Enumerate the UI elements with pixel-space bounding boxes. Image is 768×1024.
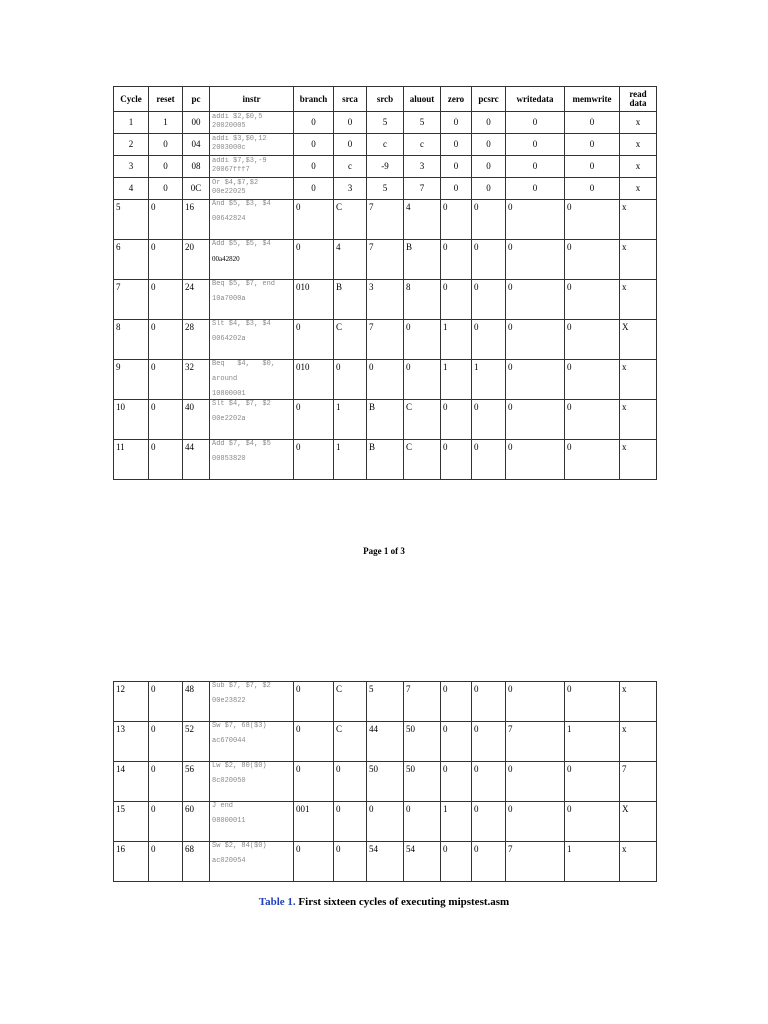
page-label: Page 1 of 3 [363,546,405,556]
cell-writedata: 0 [506,134,565,156]
cell-writedata: 0 [506,178,565,200]
cell-cycle: 9 [114,360,149,400]
cell-memwrite: 0 [565,802,620,842]
cell-branch: 0 [294,112,334,134]
cell-memwrite: 0 [565,682,620,722]
cell-srca: 4 [334,240,367,280]
cell-branch: 0 [294,722,334,762]
cell-zero: 1 [441,320,472,360]
cell-srcb: B [367,400,404,440]
cell-pc: 16 [183,200,210,240]
caption-tag: Table 1. [258,896,296,908]
cell-writedata: 0 [506,320,565,360]
instr-assembly: Or $4,$7,$2 [212,179,259,187]
header-branch: branch [294,87,334,112]
cell-srca: C [334,320,367,360]
cell-srca: 0 [334,360,367,400]
cell-aluout: 0 [404,802,441,842]
table-row [114,240,657,280]
header-reset: reset [149,87,183,112]
cell-instr [210,842,294,882]
header-pcsrc: pcsrc [472,87,506,112]
cell-srcb: 7 [367,200,404,240]
cell-srcb: 0 [367,360,404,400]
cell-reset: 0 [149,200,183,240]
table-row [114,762,657,802]
cell-writedata: 0 [506,156,565,178]
cell-readdata: x [620,178,657,200]
cell-reset: 0 [149,280,183,320]
cell-instr [210,320,294,360]
cell-branch: 010 [294,280,334,320]
cell-zero: 0 [441,112,472,134]
instr-machine-code: 20020005 [212,122,246,130]
cell-cycle: 2 [114,134,149,156]
cell-aluout: 50 [404,722,441,762]
cell-memwrite: 1 [565,842,620,882]
cell-cycle: 16 [114,842,149,882]
cell-reset: 0 [149,802,183,842]
cell-readdata: x [620,842,657,882]
instr-assembly: Lw $2, 80($0) [212,762,267,770]
cell-branch: 010 [294,360,334,400]
cell-aluout: 0 [404,320,441,360]
cell-srcb: B [367,440,404,480]
header-row [114,87,657,112]
header-srca: srca [334,87,367,112]
cell-zero: 1 [441,802,472,842]
cycle-table-part-1 [113,86,657,480]
cell-memwrite: 0 [565,320,620,360]
cell-reset: 0 [149,320,183,360]
cell-reset: 0 [149,156,183,178]
cell-cycle: 6 [114,240,149,280]
cell-instr [210,802,294,842]
cell-zero: 0 [441,134,472,156]
instr-machine-code: ac020054 [212,857,246,865]
cell-instr [210,400,294,440]
instr-assembly: addi $7,$3,-9 [212,157,267,165]
cell-zero: 0 [441,280,472,320]
cell-srcb: 7 [367,240,404,280]
cell-srca: 0 [334,842,367,882]
cell-pc: 28 [183,320,210,360]
cell-pc: 08 [183,156,210,178]
cell-pc: 48 [183,682,210,722]
cell-srcb: c [367,134,404,156]
cell-writedata: 0 [506,440,565,480]
cell-zero: 0 [441,842,472,882]
cell-memwrite: 0 [565,156,620,178]
header-zero: zero [441,87,472,112]
instr-machine-code: ac670044 [212,737,246,745]
instr-machine-code: 10800001 [212,390,246,398]
cell-pc: 44 [183,440,210,480]
cell-pcsrc: 0 [472,156,506,178]
instr-machine-code: 00e22025 [212,188,246,196]
instr-machine-code: 00e23822 [212,697,246,705]
cell-memwrite: 0 [565,134,620,156]
cell-zero: 0 [441,440,472,480]
cell-branch: 001 [294,802,334,842]
cell-writedata: 0 [506,360,565,400]
cell-writedata: 0 [506,762,565,802]
cell-srcb: 5 [367,112,404,134]
table-row [114,178,657,200]
cell-branch: 0 [294,682,334,722]
cell-cycle: 13 [114,722,149,762]
cell-readdata: x [620,440,657,480]
cell-cycle: 15 [114,802,149,842]
instr-assembly: Add $5, $5, $4 [212,240,271,248]
cell-reset: 0 [149,240,183,280]
table-row [114,320,657,360]
cell-zero: 0 [441,762,472,802]
table-row [114,156,657,178]
header-read-data: read data [620,87,657,112]
cell-pc: 00 [183,112,210,134]
cell-pcsrc: 0 [472,178,506,200]
cell-instr [210,440,294,480]
cell-instr [210,240,294,280]
cell-writedata: 0 [506,802,565,842]
table-row [114,802,657,842]
cell-aluout: 0 [404,360,441,400]
cell-reset: 0 [149,682,183,722]
cell-cycle: 7 [114,280,149,320]
cell-srca: 1 [334,400,367,440]
instr-assembly: addi $3,$0,12 [212,135,267,143]
cell-aluout: 50 [404,762,441,802]
cell-pcsrc: 0 [472,722,506,762]
cell-pcsrc: 0 [472,200,506,240]
cell-zero: 0 [441,400,472,440]
cell-pc: 24 [183,280,210,320]
cell-memwrite: 0 [565,280,620,320]
header-cycle: Cycle [114,87,149,112]
cell-instr [210,178,294,200]
cell-writedata: 0 [506,682,565,722]
instr-machine-code: 2003000c [212,144,246,152]
table-row [114,200,657,240]
instr-assembly: Slt $4, $3, $4 [212,320,271,328]
cell-instr [210,682,294,722]
cell-zero: 0 [441,156,472,178]
cell-instr [210,762,294,802]
cell-aluout: 4 [404,200,441,240]
cell-pcsrc: 0 [472,134,506,156]
instr-assembly: addi $2,$0,5 [212,113,263,121]
instr-assembly: J end [212,802,234,810]
cell-readdata: x [620,360,657,400]
instr-assembly: Sw $7, 68($3) [212,722,267,730]
cell-srcb: 5 [367,178,404,200]
cell-aluout: 3 [404,156,441,178]
header-instr: instr [210,87,294,112]
instr-assembly: Slt $4, $7, $2 [212,400,271,408]
cell-cycle: 14 [114,762,149,802]
cell-aluout: 7 [404,178,441,200]
cell-readdata: x [620,134,657,156]
cell-srcb: 5 [367,682,404,722]
cell-memwrite: 0 [565,200,620,240]
cell-srca: c [334,156,367,178]
table-row [114,280,657,320]
cell-branch: 0 [294,156,334,178]
cell-reset: 0 [149,134,183,156]
header-aluout: aluout [404,87,441,112]
cell-srca: 1 [334,440,367,480]
cell-memwrite: 0 [565,112,620,134]
cell-aluout: C [404,440,441,480]
cell-branch: 0 [294,178,334,200]
cell-pcsrc: 0 [472,400,506,440]
cell-writedata: 0 [506,200,565,240]
instr-machine-code: 08000011 [212,817,246,825]
cell-reset: 0 [149,178,183,200]
cell-memwrite: 0 [565,360,620,400]
cell-branch: 0 [294,320,334,360]
cell-zero: 0 [441,682,472,722]
instr-assembly: Sw $2, 84($0) [212,842,267,850]
cell-branch: 0 [294,762,334,802]
cell-pcsrc: 0 [472,440,506,480]
cell-writedata: 0 [506,112,565,134]
cell-readdata: X [620,320,657,360]
table-row [114,134,657,156]
cell-reset: 0 [149,762,183,802]
instr-machine-code: 0064202a [212,335,246,343]
cell-pc: 04 [183,134,210,156]
cell-reset: 1 [149,112,183,134]
cell-reset: 0 [149,722,183,762]
cell-zero: 0 [441,178,472,200]
table-caption [0,896,768,908]
cell-zero: 0 [441,200,472,240]
cell-pcsrc: 0 [472,280,506,320]
cell-pcsrc: 0 [472,240,506,280]
cell-writedata: 0 [506,280,565,320]
cell-branch: 0 [294,440,334,480]
header-pc: pc [183,87,210,112]
cell-pc: 56 [183,762,210,802]
cell-cycle: 10 [114,400,149,440]
cell-srcb: -9 [367,156,404,178]
cell-srca: C [334,722,367,762]
instr-machine-code: 20067fff7 [212,166,250,174]
cell-instr [210,360,294,400]
cell-srca: 0 [334,762,367,802]
cell-cycle: 1 [114,112,149,134]
cell-branch: 0 [294,842,334,882]
cell-readdata: x [620,682,657,722]
cell-aluout: 7 [404,682,441,722]
instr-machine-code: 00e2202a [212,415,246,423]
cell-instr [210,280,294,320]
cell-zero: 1 [441,360,472,400]
cell-instr [210,112,294,134]
cell-srca: 0 [334,112,367,134]
cell-aluout: B [404,240,441,280]
cell-writedata: 0 [506,400,565,440]
cell-cycle: 12 [114,682,149,722]
cell-branch: 0 [294,134,334,156]
table-row [114,360,657,400]
cell-writedata: 7 [506,722,565,762]
cell-aluout: 54 [404,842,441,882]
cell-srca: 3 [334,178,367,200]
cell-pc: 52 [183,722,210,762]
cell-cycle: 8 [114,320,149,360]
cell-srcb: 7 [367,320,404,360]
cycle-table-part-2 [113,681,657,882]
cell-memwrite: 0 [565,440,620,480]
cell-memwrite: 1 [565,722,620,762]
cell-reset: 0 [149,842,183,882]
cell-instr [210,134,294,156]
cell-aluout: C [404,400,441,440]
cell-writedata: 0 [506,240,565,280]
cell-reset: 0 [149,400,183,440]
instr-machine-code: 10a7000a [212,295,246,303]
cell-pc: 0C [183,178,210,200]
cell-reset: 0 [149,440,183,480]
instr-assembly: And $5, $3, $4 [212,200,271,208]
cell-memwrite: 0 [565,400,620,440]
cell-pcsrc: 0 [472,320,506,360]
table-row [114,440,657,480]
table-row [114,682,657,722]
table-row [114,112,657,134]
cell-readdata: X [620,802,657,842]
cell-srcb: 0 [367,802,404,842]
cell-pcsrc: 0 [472,762,506,802]
cell-srca: 0 [334,134,367,156]
cell-cycle: 11 [114,440,149,480]
cell-branch: 0 [294,200,334,240]
cell-pcsrc: 1 [472,360,506,400]
header-memwrite: memwrite [565,87,620,112]
header-srcb: srcb [367,87,404,112]
instr-machine-code: 00642824 [212,215,246,223]
cell-pcsrc: 0 [472,842,506,882]
cell-cycle: 5 [114,200,149,240]
cell-readdata: x [620,280,657,320]
cell-writedata: 7 [506,842,565,882]
cell-readdata: x [620,112,657,134]
instr-machine-code: 00a42820 [212,255,240,263]
cell-readdata: x [620,200,657,240]
cell-zero: 0 [441,722,472,762]
cell-branch: 0 [294,400,334,440]
cell-srca: C [334,200,367,240]
cell-memwrite: 0 [565,178,620,200]
table-row [114,722,657,762]
cell-pc: 32 [183,360,210,400]
instr-assembly-cont: around [212,375,238,383]
cell-pc: 68 [183,842,210,882]
cell-cycle: 4 [114,178,149,200]
cell-srcb: 44 [367,722,404,762]
cell-readdata: x [620,722,657,762]
instr-assembly: Sub $7, $7, $2 [212,682,271,690]
caption-text: First sixteen cycles of executing mipstest.asm [295,896,510,908]
cell-aluout: 8 [404,280,441,320]
cell-pcsrc: 0 [472,682,506,722]
instr-machine-code: 00853820 [212,455,246,463]
cell-srcb: 50 [367,762,404,802]
cell-aluout: 5 [404,112,441,134]
table-row [114,400,657,440]
cell-cycle: 3 [114,156,149,178]
instr-assembly: Beq $4, $0, [212,360,276,368]
cell-pc: 60 [183,802,210,842]
cell-srca: 0 [334,802,367,842]
cell-pc: 40 [183,400,210,440]
cell-instr [210,722,294,762]
cell-pc: 20 [183,240,210,280]
cell-instr [210,200,294,240]
cell-zero: 0 [441,240,472,280]
cell-readdata: x [620,400,657,440]
table-row [114,842,657,882]
cell-readdata: x [620,156,657,178]
cell-readdata: 7 [620,762,657,802]
cell-memwrite: 0 [565,762,620,802]
instr-assembly: Beq $5, $7, end [212,280,276,288]
cell-memwrite: 0 [565,240,620,280]
cell-srca: C [334,682,367,722]
header-writedata: writedata [506,87,565,112]
cell-instr [210,156,294,178]
cell-aluout: c [404,134,441,156]
cell-pcsrc: 0 [472,112,506,134]
cell-reset: 0 [149,360,183,400]
cell-srca: B [334,280,367,320]
cell-srcb: 3 [367,280,404,320]
instr-machine-code: 8c020050 [212,777,246,785]
cell-readdata: x [620,240,657,280]
instr-assembly: Add $7, $4, $5 [212,440,271,448]
cell-srcb: 54 [367,842,404,882]
cell-branch: 0 [294,240,334,280]
cell-pcsrc: 0 [472,802,506,842]
